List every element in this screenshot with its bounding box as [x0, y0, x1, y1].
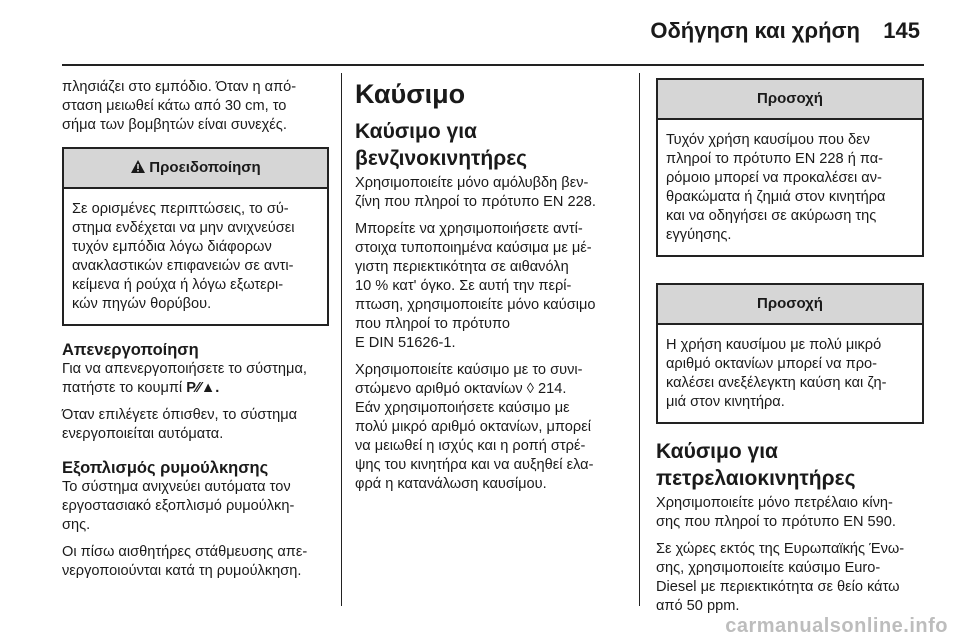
column-divider	[341, 73, 342, 606]
warning-box-header	[64, 149, 327, 189]
diesel-paragraph-2: Σε χώρες εκτός της Ευρωπαϊκής Ένω- σης, χρησιμοποιείτε καύσιμο Euro- Diesel με περιεκτικότητα σε θείο κάτω από 50 ppm.	[656, 541, 905, 614]
petrol-paragraph-2: Μπορείτε να χρησιμοποιήσετε αντί- στοιχα τυποποιημένα καύσιμα με μέ- γιστη περιεκτικότητα σε αιθανόλη 10 % κατ' όγκο. Σε αυτή την περί- πτωση, χρησιμοποιείτε μόνο καύσιμο που πληροί το πρότυπο E DIN 51626-1.	[355, 221, 596, 351]
deactivation-heading: Απενεργοποίηση	[62, 341, 199, 359]
warning-text: Σε ορισμένες περιπτώσεις, το σύ- στημα ενδέχεται να μην ανιχνεύσει τυχόν εμπόδια λόγω διάφορων ανακλαστικών επιφανειών σε αντι- κείμενα ή ρούχα ή λόγω εξωτερι- κών πηγών θορύβου.	[72, 201, 295, 312]
diesel-paragraph-1: Χρησιμοποιείτε μόνο πετρέλαιο κίνη- σης που πληροί το πρότυπο EN 590.	[656, 495, 896, 530]
watermark: carmanualsonline.info	[725, 615, 948, 637]
trailer-paragraph: Το σύστημα ανιχνεύει αυτόματα τον εργοστασιακό εξοπλισμό ρυμούλκη- σης.	[62, 479, 295, 533]
column-right	[656, 78, 924, 624]
header-rule	[62, 64, 924, 66]
warning-box	[62, 147, 329, 326]
caution-box-1	[656, 78, 924, 257]
caution-text: Τυχόν χρήση καυσίμου που δεν πληροί το πρότυπο EN 228 ή πα- ρόμοιο μπορεί να προκαλέσει αν- θρακώματα ή ζημιά στον κινητήρα και να οδηγήσει σε ακύρωση της εγγύησης.	[666, 132, 886, 243]
trailer-paragraph-2: Οι πίσω αισθητήρες στάθμευσης απε- νεργοποιούνται κατά τη ρυμούλκηση.	[62, 544, 308, 579]
petrol-subheading: Καύσιμο για βενζινοκινητήρες	[355, 120, 528, 170]
trailer-heading: Εξοπλισμός ρυμούλκησης	[62, 459, 269, 477]
column-middle	[355, 78, 627, 502]
diesel-heading: Καύσιμο για πετρελαιοκινητήρες	[656, 440, 856, 490]
parking-assist-button-symbol: P⁄⁄▲.	[186, 380, 220, 396]
deactivation-paragraph-2: Όταν επιλέγετε όπισθεν, το σύστημα ενεργοποιείται αυτόματα.	[62, 407, 298, 442]
caution-title: Προσοχή	[658, 80, 922, 120]
caution-text: Η χρήση καυσίμου με πολύ μικρό αριθμό οκτανίων μπορεί να προ- καλέσει ανεξέλεγκτη καύση και ζη- μιά στον κινητήρα.	[666, 337, 887, 410]
page-title: Οδήγηση και χρήση	[650, 18, 860, 43]
page-header	[0, 0, 960, 66]
column-left	[62, 78, 329, 589]
page-number: 145	[883, 18, 920, 43]
warning-title: Προειδοποίηση	[149, 159, 261, 176]
column-divider	[639, 73, 640, 606]
petrol-paragraph-3: Χρησιμοποιείτε καύσιμο με το συνι- στώμενο αριθμό οκτανίων ◊ 214. Εάν χρησιμοποιήσετε καύσιμο με πολύ μικρό αριθμό οκτανίων, μπορεί να μειωθεί η ισχύς και η ροπή στρέ- ψης του κινητήρα και να αυξηθεί ελα- φρά η κατανάλωση καυσίμου.	[355, 362, 594, 492]
caution-title: Προσοχή	[658, 285, 922, 325]
fuel-heading: Καύσιμο	[355, 79, 466, 109]
deactivation-paragraph: Για να απενεργοποιήσετε το σύστημα, πατήστε το κουμπί P⁄⁄▲.	[62, 361, 307, 396]
intro-paragraph: πλησιάζει στο εμπόδιο. Όταν η από- σταση μειωθεί κάτω από 30 cm, το σήμα των βομβητών είναι συνεχές.	[62, 79, 297, 133]
caution-box-2	[656, 283, 924, 424]
petrol-paragraph-1: Χρησιμοποιείτε μόνο αμόλυβδη βεν- ζίνη που πληροί το πρότυπο EN 228.	[355, 175, 596, 210]
warning-triangle-icon	[130, 159, 146, 174]
